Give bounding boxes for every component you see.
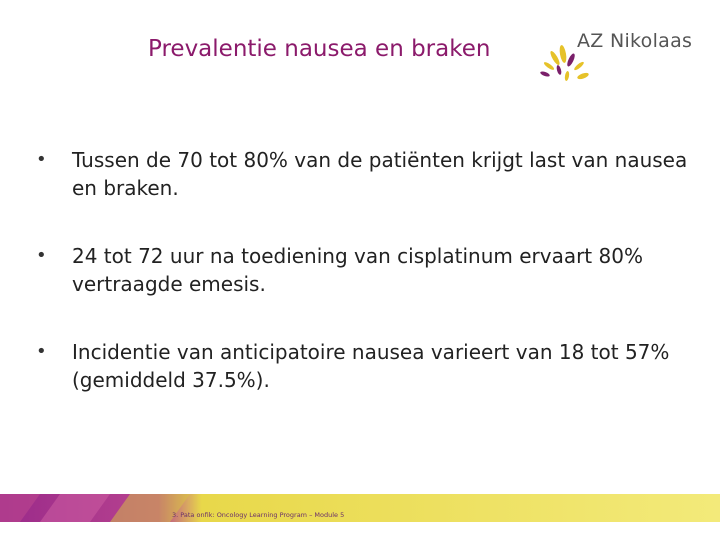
footer-text: 3. Pata onfik: Oncology Learning Program – Module 5 (172, 511, 345, 519)
slide-title: Prevalentie nausea en braken (148, 36, 491, 62)
list-item (36, 242, 696, 298)
bullet-dot: • (36, 149, 47, 170)
list-item (36, 338, 696, 394)
bullet-text: 24 tot 72 uur na toediening van cisplatinum ervaart 80% vertraagde emesis. (72, 244, 643, 296)
logo-text: AZ Nikolaas (577, 30, 693, 52)
bullet-list (36, 146, 696, 434)
list-item (36, 146, 696, 202)
az-nikolaas-logo (535, 30, 695, 88)
bullet-dot: • (36, 341, 47, 362)
bullet-dot: • (36, 245, 47, 266)
bullet-text: Tussen de 70 tot 80% van de patiënten krijgt last van nausea en braken. (72, 148, 688, 200)
footer-decoration (0, 494, 720, 522)
bullet-text: Incidentie van anticipatoire nausea varieert van 18 tot 57% (gemiddeld 37.5%). (72, 340, 670, 392)
